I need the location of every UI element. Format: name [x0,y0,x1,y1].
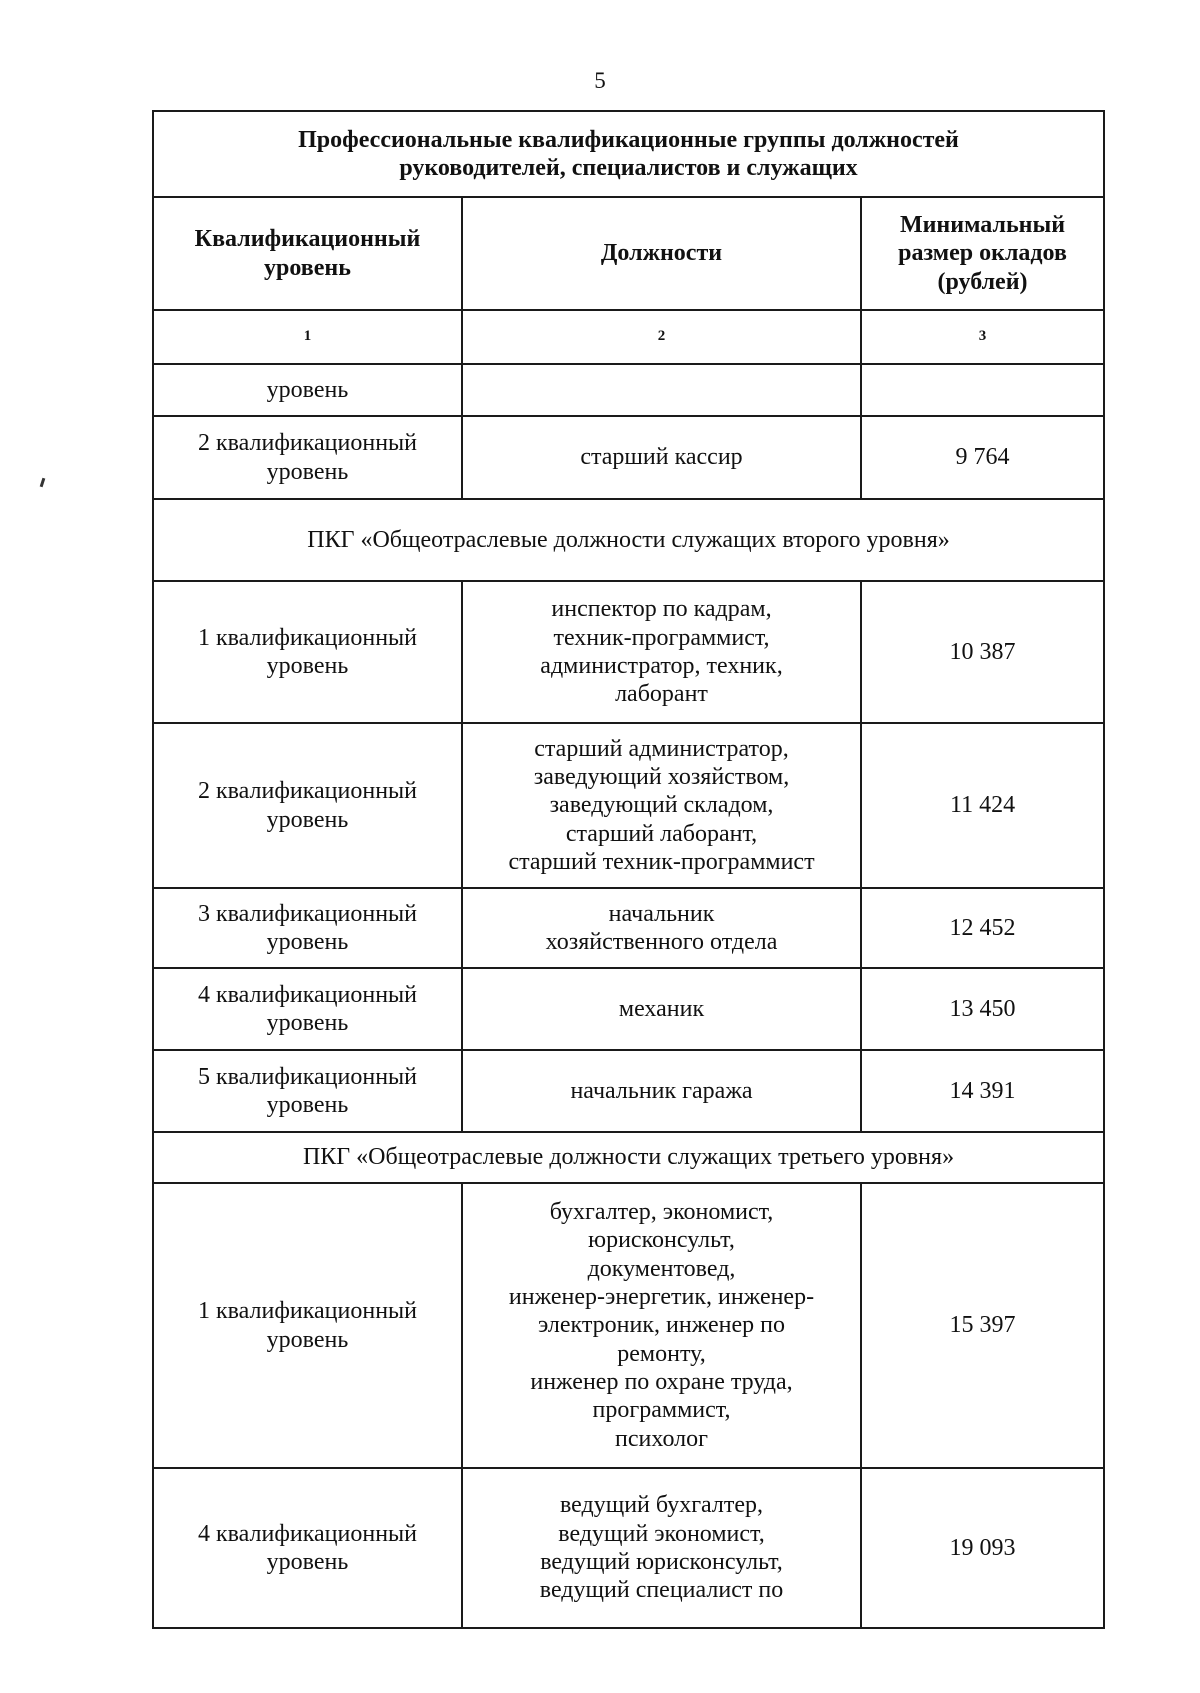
level-cell: 2 квалификационный уровень [153,416,462,499]
table-row [153,968,1104,1050]
positions-cell: старший администратор, заведующий хозяйством, заведующий складом, старший лаборант, старший техник-программист [462,723,861,888]
salary-cell: 10 387 [861,581,1104,723]
table-row [153,581,1104,723]
table-row [153,1050,1104,1132]
positions-cell: ведущий бухгалтер, ведущий экономист, ведущий юрисконсульт, ведущий специалист по [462,1468,861,1628]
table-title-row [153,111,1104,197]
group-title-row [153,1132,1104,1183]
group-title-row [153,499,1104,581]
level-cell: 3 квалификационный уровень [153,888,462,968]
header-salary: Минимальный размер окладов (рублей) [861,197,1104,310]
salary-cell [861,364,1104,416]
salary-cell: 19 093 [861,1468,1104,1628]
scan-mark [40,478,46,487]
salary-cell: 9 764 [861,416,1104,499]
positions-cell: начальник гаража [462,1050,861,1132]
level-cell: 4 квалификационный уровень [153,968,462,1050]
level-cell: 1 квалификационный уровень [153,1183,462,1468]
column-number-row [153,310,1104,364]
table-row [153,723,1104,888]
salary-cell: 13 450 [861,968,1104,1050]
salary-cell: 11 424 [861,723,1104,888]
header-positions: Должности [462,197,861,310]
group-title: ПКГ «Общеотраслевые должности служащих третьего уровня» [153,1132,1104,1183]
positions-cell: начальник хозяйственного отдела [462,888,861,968]
header-level: Квалификационный уровень [153,197,462,310]
positions-cell: инспектор по кадрам, техник-программист, администратор, техник, лаборант [462,581,861,723]
table-row [153,364,1104,416]
positions-cell: механик [462,968,861,1050]
level-cell: уровень [153,364,462,416]
table-row [153,1468,1104,1628]
header-row [153,197,1104,310]
column-number: 2 [462,310,861,364]
group-title: ПКГ «Общеотраслевые должности служащих второго уровня» [153,499,1104,581]
level-cell: 1 квалификационный уровень [153,581,462,723]
column-number: 3 [861,310,1104,364]
positions-cell: старший кассир [462,416,861,499]
positions-cell [462,364,861,416]
table-title: Профессиональные квалификационные группы должностей руководителей, специалистов и служащих [153,111,1104,197]
level-cell: 2 квалификационный уровень [153,723,462,888]
table-row [153,1183,1104,1468]
salary-cell: 12 452 [861,888,1104,968]
table-row [153,416,1104,499]
positions-cell: бухгалтер, экономист, юрисконсульт, документовед, инженер-энергетик, инженер- электроник, инженер по ремонту, инженер по охране труда, программист, психолог [462,1183,861,1468]
level-cell: 5 квалификационный уровень [153,1050,462,1132]
table-row [153,888,1104,968]
page-number: 5 [594,68,606,93]
level-cell: 4 квалификационный уровень [153,1468,462,1628]
column-number: 1 [153,310,462,364]
salary-cell: 14 391 [861,1050,1104,1132]
qualification-groups-table [152,110,1105,1629]
salary-cell: 15 397 [861,1183,1104,1468]
